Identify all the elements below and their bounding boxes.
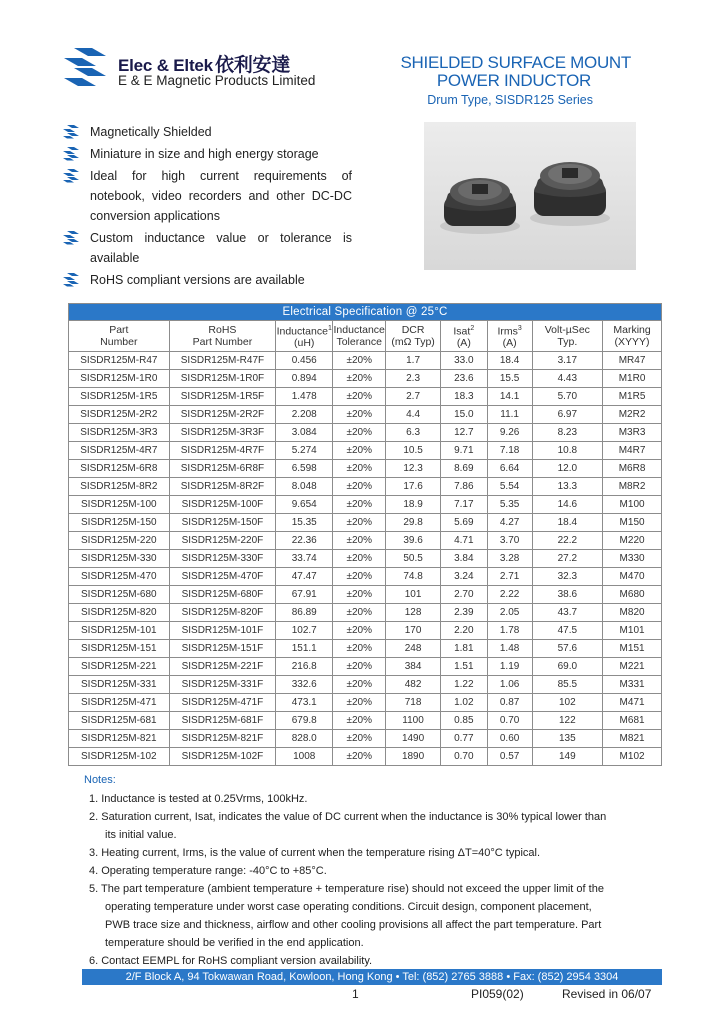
table-row: [69, 460, 662, 478]
cell-tolerance: ±20%: [333, 604, 386, 622]
cell-part-number: SISDR125M-3R3: [69, 424, 170, 442]
cell-marking: M2R2: [603, 406, 662, 424]
cell-inductance: 3.084: [276, 424, 333, 442]
cell-volt-usec: 22.2: [532, 532, 603, 550]
cell-tolerance: ±20%: [333, 730, 386, 748]
cell-inductance: 33.74: [276, 550, 333, 568]
cell-dcr: 2.7: [386, 388, 441, 406]
cell-dcr: 6.3: [386, 424, 441, 442]
cell-isat: 2.39: [440, 604, 487, 622]
cell-irms: 9.26: [487, 424, 532, 442]
cell-dcr: 170: [386, 622, 441, 640]
cell-marking: M6R8: [603, 460, 662, 478]
bullet-logo-icon: [62, 272, 80, 287]
cell-tolerance: ±20%: [333, 478, 386, 496]
col-header-isat: Isat$^2$ (A): [440, 321, 487, 352]
cell-part-number: SISDR125M-331: [69, 676, 170, 694]
table-row: [69, 406, 662, 424]
cell-inductance: 2.208: [276, 406, 333, 424]
cell-part-number: SISDR125M-1R0: [69, 370, 170, 388]
cell-rohs-part-number: SISDR125M-101F: [169, 622, 276, 640]
cell-volt-usec: 3.17: [532, 352, 603, 370]
table-row: [69, 442, 662, 460]
cell-part-number: SISDR125M-100: [69, 496, 170, 514]
cell-marking: M1R5: [603, 388, 662, 406]
bullet-logo-icon: [62, 146, 80, 161]
col-header-tolerance: Inductance Tolerance: [333, 321, 386, 352]
table-row: [69, 586, 662, 604]
cell-volt-usec: 6.97: [532, 406, 603, 424]
cell-rohs-part-number: SISDR125M-3R3F: [169, 424, 276, 442]
notes-title: Notes:: [84, 774, 116, 786]
cell-volt-usec: 10.8: [532, 442, 603, 460]
cell-rohs-part-number: SISDR125M-330F: [169, 550, 276, 568]
cell-rohs-part-number: SISDR125M-4R7F: [169, 442, 276, 460]
cell-rohs-part-number: SISDR125M-100F: [169, 496, 276, 514]
cell-isat: 0.70: [440, 748, 487, 766]
cell-tolerance: ±20%: [333, 424, 386, 442]
cell-volt-usec: 4.43: [532, 370, 603, 388]
feature-item: [62, 166, 352, 226]
cell-marking: M8R2: [603, 478, 662, 496]
cell-irms: 2.05: [487, 604, 532, 622]
document-title-line1: SHIELDED SURFACE MOUNT: [400, 53, 631, 72]
cell-tolerance: ±20%: [333, 568, 386, 586]
cell-volt-usec: 14.6: [532, 496, 603, 514]
cell-irms: 0.70: [487, 712, 532, 730]
cell-tolerance: ±20%: [333, 370, 386, 388]
feature-list: [62, 122, 352, 292]
cell-part-number: SISDR125M-151: [69, 640, 170, 658]
cell-volt-usec: 149: [532, 748, 603, 766]
cell-dcr: 4.4: [386, 406, 441, 424]
cell-marking: M820: [603, 604, 662, 622]
table-row: [69, 694, 662, 712]
table-row: [69, 550, 662, 568]
cell-isat: 7.86: [440, 478, 487, 496]
cell-volt-usec: 38.6: [532, 586, 603, 604]
cell-irms: 2.71: [487, 568, 532, 586]
cell-tolerance: ±20%: [333, 586, 386, 604]
cell-isat: 18.3: [440, 388, 487, 406]
cell-rohs-part-number: SISDR125M-151F: [169, 640, 276, 658]
cell-dcr: 10.5: [386, 442, 441, 460]
feature-text: Custom inductance value or tolerance is available: [90, 231, 352, 265]
cell-dcr: 128: [386, 604, 441, 622]
cell-part-number: SISDR125M-150: [69, 514, 170, 532]
cell-part-number: SISDR125M-470: [69, 568, 170, 586]
feature-text: RoHS compliant versions are available: [90, 273, 305, 287]
note-item: 4. Operating temperature range: -40°C to +85°C.: [89, 865, 327, 877]
bullet-logo-icon: [62, 124, 80, 139]
table-row: [69, 496, 662, 514]
cell-marking: M681: [603, 712, 662, 730]
cell-marking: MR47: [603, 352, 662, 370]
feature-item: [62, 228, 352, 268]
cell-tolerance: ±20%: [333, 676, 386, 694]
cell-inductance: 47.47: [276, 568, 333, 586]
col-header-marking: Marking (XYYY): [603, 321, 662, 352]
cell-isat: 33.0: [440, 352, 487, 370]
cell-dcr: 101: [386, 586, 441, 604]
cell-inductance: 67.91: [276, 586, 333, 604]
col-header-part: Part Number: [69, 321, 170, 352]
note-item: 5. The part temperature (ambient temperature + temperature rise) should not exceed the upper limit of the operating temperature under worst case operating conditions. Circuit design, component placement, PWB trace size and thickness, airflow and other cooling provisions all affect the part temperature. Part temperature should be verified in the end application.: [89, 883, 604, 949]
cell-volt-usec: 18.4: [532, 514, 603, 532]
cell-inductance: 5.274: [276, 442, 333, 460]
cell-isat: 3.24: [440, 568, 487, 586]
cell-isat: 2.20: [440, 622, 487, 640]
cell-tolerance: ±20%: [333, 388, 386, 406]
bullet-logo-icon: [62, 168, 80, 183]
page-number: 1: [352, 987, 359, 1001]
document-code: PI059(02): [471, 987, 524, 1001]
cell-volt-usec: 122: [532, 712, 603, 730]
cell-rohs-part-number: SISDR125M-6R8F: [169, 460, 276, 478]
cell-rohs-part-number: SISDR125M-1R5F: [169, 388, 276, 406]
cell-marking: M1R0: [603, 370, 662, 388]
cell-irms: 1.06: [487, 676, 532, 694]
table-row: [69, 514, 662, 532]
cell-rohs-part-number: SISDR125M-2R2F: [169, 406, 276, 424]
cell-tolerance: ±20%: [333, 514, 386, 532]
cell-irms: 3.70: [487, 532, 532, 550]
cell-volt-usec: 5.70: [532, 388, 603, 406]
cell-isat: 9.71: [440, 442, 487, 460]
cell-part-number: SISDR125M-680: [69, 586, 170, 604]
feature-item: [62, 122, 352, 142]
cell-dcr: 1490: [386, 730, 441, 748]
cell-isat: 12.7: [440, 424, 487, 442]
cell-part-number: SISDR125M-330: [69, 550, 170, 568]
cell-rohs-part-number: SISDR125M-R47F: [169, 352, 276, 370]
cell-rohs-part-number: SISDR125M-331F: [169, 676, 276, 694]
cell-volt-usec: 12.0: [532, 460, 603, 478]
cell-volt-usec: 85.5: [532, 676, 603, 694]
cell-marking: M4R7: [603, 442, 662, 460]
note-item: 3. Heating current, Irms, is the value of current when the temperature rising ΔT=40°C typical.: [89, 847, 541, 859]
col-header-volt-usec: Volt-µSec Typ.: [532, 321, 603, 352]
bullet-logo-icon: [62, 230, 80, 245]
cell-dcr: 29.8: [386, 514, 441, 532]
company-logo: [60, 44, 110, 88]
feature-text: Miniature in size and high energy storage: [90, 147, 319, 161]
cell-irms: 4.27: [487, 514, 532, 532]
cell-isat: 0.77: [440, 730, 487, 748]
table-caption: Electrical Specification @ 25°C: [69, 304, 662, 321]
cell-isat: 15.0: [440, 406, 487, 424]
cell-irms: 11.1: [487, 406, 532, 424]
cell-isat: 1.22: [440, 676, 487, 694]
cell-tolerance: ±20%: [333, 460, 386, 478]
cell-rohs-part-number: SISDR125M-821F: [169, 730, 276, 748]
table-row: [69, 712, 662, 730]
table-row: [69, 622, 662, 640]
note-item: 6. Contact EEMPL for RoHS compliant version availability.: [89, 955, 373, 967]
cell-marking: M220: [603, 532, 662, 550]
cell-inductance: 102.7: [276, 622, 333, 640]
cell-dcr: 50.5: [386, 550, 441, 568]
cell-rohs-part-number: SISDR125M-681F: [169, 712, 276, 730]
table-row: [69, 676, 662, 694]
cell-tolerance: ±20%: [333, 442, 386, 460]
cell-tolerance: ±20%: [333, 694, 386, 712]
cell-irms: 5.54: [487, 478, 532, 496]
cell-marking: M100: [603, 496, 662, 514]
cell-inductance: 473.1: [276, 694, 333, 712]
cell-inductance: 1.478: [276, 388, 333, 406]
cell-marking: M101: [603, 622, 662, 640]
cell-dcr: 718: [386, 694, 441, 712]
table-row: [69, 370, 662, 388]
cell-inductance: 22.36: [276, 532, 333, 550]
electrical-spec-table: [68, 303, 662, 766]
cell-irms: 0.87: [487, 694, 532, 712]
company-subtitle: E & E Magnetic Products Limited: [118, 73, 316, 88]
cell-irms: 7.18: [487, 442, 532, 460]
table-row: [69, 478, 662, 496]
cell-marking: M3R3: [603, 424, 662, 442]
cell-rohs-part-number: SISDR125M-1R0F: [169, 370, 276, 388]
inductor-right: [530, 162, 610, 226]
cell-irms: 0.60: [487, 730, 532, 748]
cell-isat: 5.69: [440, 514, 487, 532]
table-row: [69, 388, 662, 406]
cell-volt-usec: 8.23: [532, 424, 603, 442]
cell-isat: 1.02: [440, 694, 487, 712]
cell-irms: 18.4: [487, 352, 532, 370]
cell-rohs-part-number: SISDR125M-150F: [169, 514, 276, 532]
cell-inductance: 0.456: [276, 352, 333, 370]
cell-irms: 2.22: [487, 586, 532, 604]
feature-item: [62, 144, 352, 164]
cell-isat: 1.81: [440, 640, 487, 658]
cell-tolerance: ±20%: [333, 622, 386, 640]
cell-marking: M102: [603, 748, 662, 766]
cell-inductance: 332.6: [276, 676, 333, 694]
cell-tolerance: ±20%: [333, 550, 386, 568]
cell-part-number: SISDR125M-8R2: [69, 478, 170, 496]
cell-rohs-part-number: SISDR125M-8R2F: [169, 478, 276, 496]
cell-rohs-part-number: SISDR125M-820F: [169, 604, 276, 622]
cell-tolerance: ±20%: [333, 712, 386, 730]
cell-tolerance: ±20%: [333, 658, 386, 676]
cell-inductance: 151.1: [276, 640, 333, 658]
cell-irms: 1.78: [487, 622, 532, 640]
cell-part-number: SISDR125M-101: [69, 622, 170, 640]
notes-list: [89, 790, 619, 970]
cell-dcr: 482: [386, 676, 441, 694]
cell-dcr: 2.3: [386, 370, 441, 388]
cell-dcr: 1100: [386, 712, 441, 730]
col-header-inductance: Inductance$^1$ (uH): [276, 321, 333, 352]
cell-volt-usec: 13.3: [532, 478, 603, 496]
cell-isat: 0.85: [440, 712, 487, 730]
cell-dcr: 74.8: [386, 568, 441, 586]
cell-inductance: 828.0: [276, 730, 333, 748]
cell-inductance: 679.8: [276, 712, 333, 730]
cell-tolerance: ±20%: [333, 748, 386, 766]
table-row: [69, 532, 662, 550]
table-row: [69, 568, 662, 586]
cell-part-number: SISDR125M-221: [69, 658, 170, 676]
company-name-cn: 依利安達: [214, 55, 291, 76]
cell-inductance: 86.89: [276, 604, 333, 622]
cell-dcr: 17.6: [386, 478, 441, 496]
cell-volt-usec: 43.7: [532, 604, 603, 622]
feature-item: [62, 270, 352, 290]
cell-isat: 4.71: [440, 532, 487, 550]
cell-isat: 3.84: [440, 550, 487, 568]
cell-irms: 15.5: [487, 370, 532, 388]
cell-dcr: 384: [386, 658, 441, 676]
document-title-line2: POWER INDUCTOR: [436, 71, 591, 90]
cell-marking: M330: [603, 550, 662, 568]
cell-irms: 1.48: [487, 640, 532, 658]
table-row: [69, 730, 662, 748]
revision-date: Revised in 06/07: [562, 987, 652, 1001]
product-photo: [424, 122, 636, 270]
cell-dcr: 248: [386, 640, 441, 658]
cell-marking: M331: [603, 676, 662, 694]
feature-text: Ideal for high current requirements of notebook, video recorders and other DC-DC conversion applications: [90, 169, 352, 223]
cell-marking: M471: [603, 694, 662, 712]
cell-rohs-part-number: SISDR125M-471F: [169, 694, 276, 712]
cell-rohs-part-number: SISDR125M-102F: [169, 748, 276, 766]
cell-rohs-part-number: SISDR125M-470F: [169, 568, 276, 586]
footer-address-bar: 2/F Block A, 94 Tokwawan Road, Kowloon, Hong Kong • Tel: (852) 2765 3888 • Fax: (852) 2954 3304: [82, 969, 662, 985]
cell-isat: 1.51: [440, 658, 487, 676]
cell-volt-usec: 47.5: [532, 622, 603, 640]
cell-isat: 2.70: [440, 586, 487, 604]
col-header-irms: Irms$^3$ (A): [487, 321, 532, 352]
cell-volt-usec: 32.3: [532, 568, 603, 586]
cell-tolerance: ±20%: [333, 406, 386, 424]
cell-inductance: 15.35: [276, 514, 333, 532]
cell-part-number: SISDR125M-220: [69, 532, 170, 550]
cell-inductance: 216.8: [276, 658, 333, 676]
series-subtitle: Drum Type, SISDR125 Series: [427, 93, 593, 107]
cell-tolerance: ±20%: [333, 352, 386, 370]
cell-dcr: 39.6: [386, 532, 441, 550]
cell-marking: M821: [603, 730, 662, 748]
cell-part-number: SISDR125M-821: [69, 730, 170, 748]
cell-volt-usec: 69.0: [532, 658, 603, 676]
cell-irms: 0.57: [487, 748, 532, 766]
cell-volt-usec: 57.6: [532, 640, 603, 658]
cell-marking: M151: [603, 640, 662, 658]
cell-isat: 8.69: [440, 460, 487, 478]
cell-marking: M680: [603, 586, 662, 604]
cell-dcr: 1890: [386, 748, 441, 766]
cell-part-number: SISDR125M-R47: [69, 352, 170, 370]
cell-tolerance: ±20%: [333, 532, 386, 550]
cell-irms: 6.64: [487, 460, 532, 478]
table-row: [69, 658, 662, 676]
cell-irms: 5.35: [487, 496, 532, 514]
note-item: 2. Saturation current, Isat, indicates the value of DC current when the inductance is 30% typical lower than its initial value.: [89, 811, 607, 841]
cell-dcr: 18.9: [386, 496, 441, 514]
cell-part-number: SISDR125M-102: [69, 748, 170, 766]
cell-volt-usec: 135: [532, 730, 603, 748]
cell-volt-usec: 27.2: [532, 550, 603, 568]
cell-part-number: SISDR125M-6R8: [69, 460, 170, 478]
cell-marking: M221: [603, 658, 662, 676]
table-row: [69, 604, 662, 622]
cell-dcr: 1.7: [386, 352, 441, 370]
cell-part-number: SISDR125M-820: [69, 604, 170, 622]
table-header-row: [69, 321, 662, 352]
cell-isat: 7.17: [440, 496, 487, 514]
cell-volt-usec: 102: [532, 694, 603, 712]
feature-text: Magnetically Shielded: [90, 125, 212, 139]
cell-marking: M470: [603, 568, 662, 586]
cell-irms: 1.19: [487, 658, 532, 676]
table-row: [69, 424, 662, 442]
cell-rohs-part-number: SISDR125M-220F: [169, 532, 276, 550]
cell-inductance: 6.598: [276, 460, 333, 478]
cell-dcr: 12.3: [386, 460, 441, 478]
cell-part-number: SISDR125M-2R2: [69, 406, 170, 424]
cell-tolerance: ±20%: [333, 496, 386, 514]
col-header-dcr: DCR (mΩ Typ): [386, 321, 441, 352]
cell-part-number: SISDR125M-1R5: [69, 388, 170, 406]
cell-rohs-part-number: SISDR125M-221F: [169, 658, 276, 676]
note-item: 1. Inductance is tested at 0.25Vrms, 100kHz.: [89, 793, 308, 805]
table-row: [69, 748, 662, 766]
cell-inductance: 0.894: [276, 370, 333, 388]
cell-part-number: SISDR125M-681: [69, 712, 170, 730]
cell-irms: 3.28: [487, 550, 532, 568]
cell-part-number: SISDR125M-4R7: [69, 442, 170, 460]
cell-tolerance: ±20%: [333, 640, 386, 658]
cell-inductance: 1008: [276, 748, 333, 766]
cell-inductance: 8.048: [276, 478, 333, 496]
company-name-en: Elec & Eltek: [118, 56, 213, 75]
table-row: [69, 352, 662, 370]
cell-marking: M150: [603, 514, 662, 532]
cell-irms: 14.1: [487, 388, 532, 406]
col-header-rohs: RoHS Part Number: [169, 321, 276, 352]
table-row: [69, 640, 662, 658]
cell-inductance: 9.654: [276, 496, 333, 514]
cell-rohs-part-number: SISDR125M-680F: [169, 586, 276, 604]
cell-isat: 23.6: [440, 370, 487, 388]
table-body: [69, 352, 662, 766]
cell-part-number: SISDR125M-471: [69, 694, 170, 712]
